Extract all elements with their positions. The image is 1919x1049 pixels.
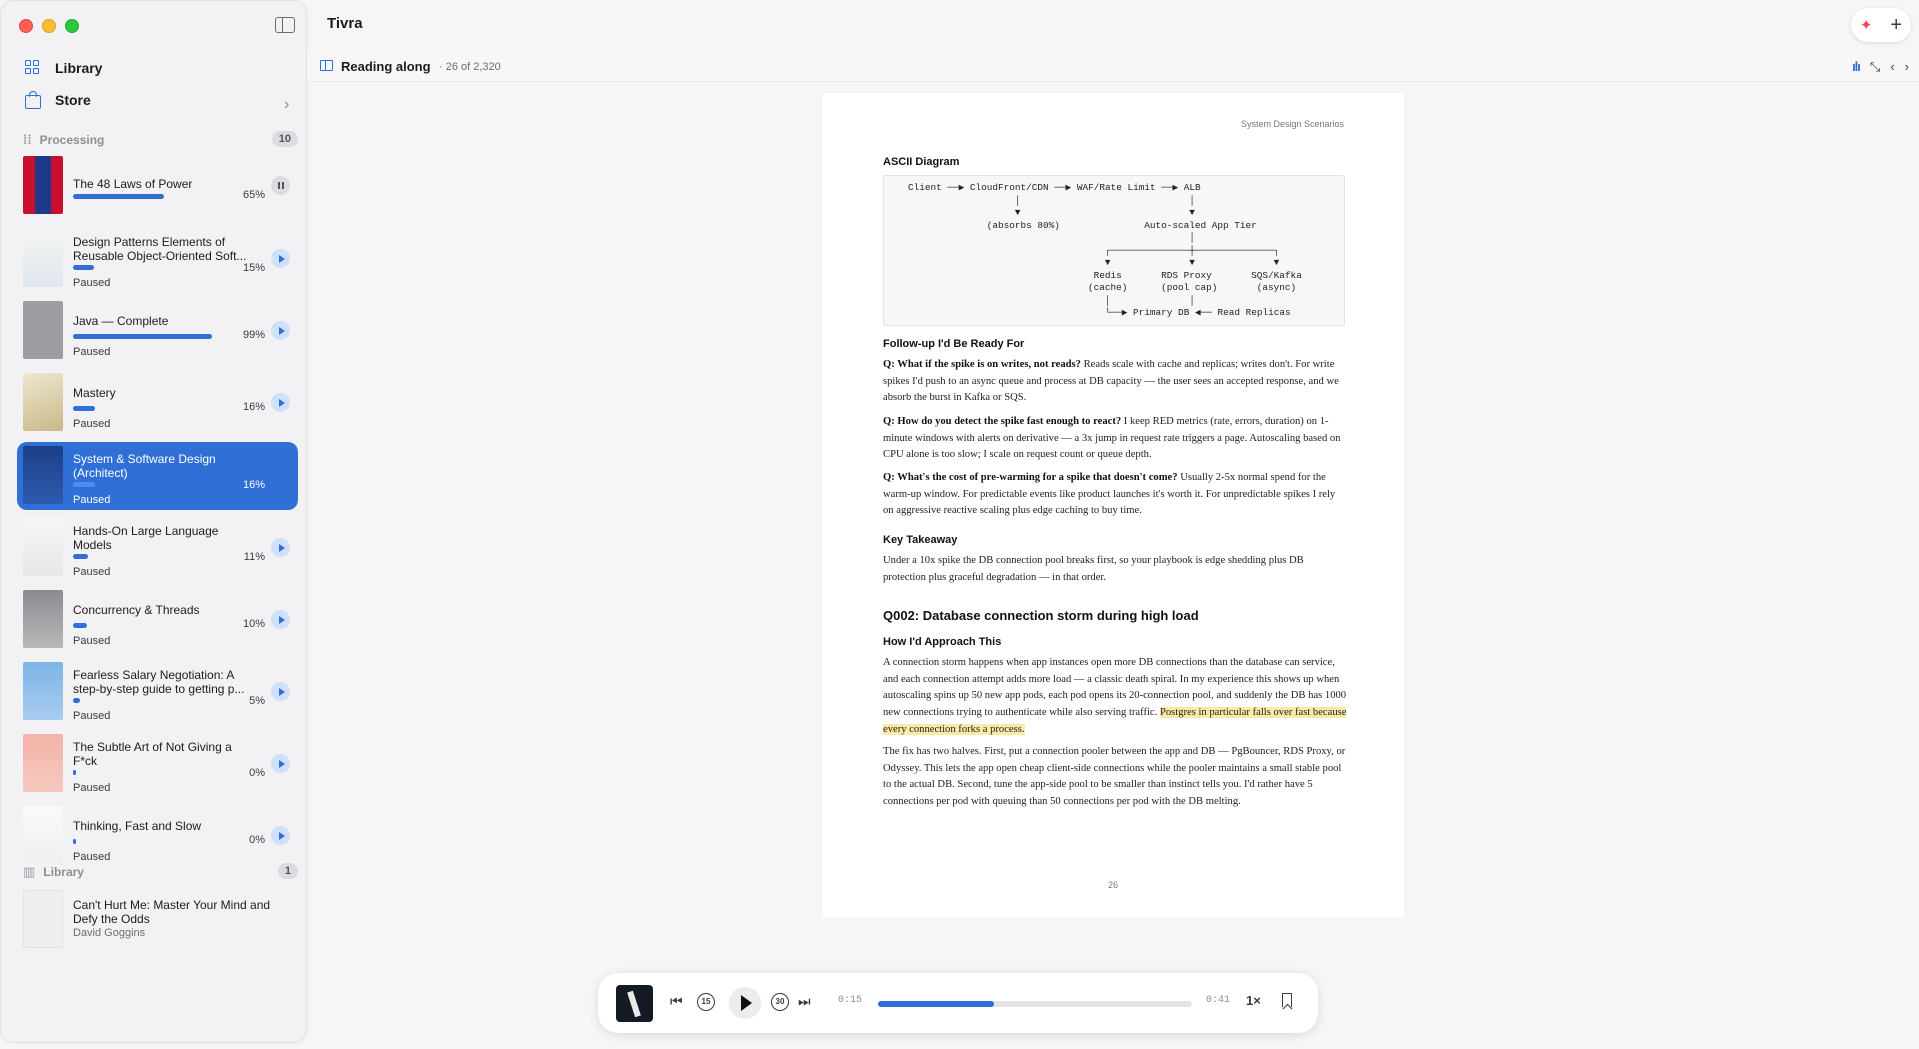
header-actions bbox=[1851, 8, 1911, 42]
book-progress-bar bbox=[73, 265, 213, 270]
add-icon[interactable]: + bbox=[1890, 14, 1903, 36]
sparkle-icon[interactable]: ✦ bbox=[1859, 17, 1873, 34]
book-cover bbox=[23, 518, 63, 576]
skip-back-icon[interactable]: 15 bbox=[697, 993, 715, 1011]
book-title: Design Patterns Elements of Reusable Object-Oriented Soft... bbox=[73, 235, 247, 263]
book-percent: 5% bbox=[249, 695, 265, 707]
chevron-right-icon[interactable]: › bbox=[1904, 59, 1909, 74]
waveform-icon: ⁞⁞ bbox=[23, 132, 32, 147]
book-progress-fill bbox=[73, 554, 88, 559]
book-open-icon bbox=[320, 60, 333, 71]
library-item-author: David Goggins bbox=[73, 927, 146, 939]
bookmark-icon[interactable] bbox=[1282, 993, 1292, 1007]
app-title: Tivra bbox=[327, 15, 363, 32]
nav-store-label: Store bbox=[55, 92, 91, 108]
processing-item[interactable] bbox=[17, 802, 298, 870]
book-title: The 48 Laws of Power bbox=[73, 177, 193, 191]
ascii-diagram: Client ──▶ CloudFront/CDN ──▶ WAF/Rate Limit ──▶ ALB │ │ ▼ ▼ (absorbs 80%) Auto-scaled App Tier │ ┌──────────────┼──────────────┐ ▼ ▼ ▼ Redis RDS Proxy SQS/Kafka (cache) (pool cap) (async) │ │ └──▶ Primary DB ◀── Read Replicas bbox=[908, 182, 1302, 318]
chevron-right-icon[interactable]: › bbox=[284, 96, 290, 113]
audio-player bbox=[598, 973, 1318, 1033]
book-cover bbox=[23, 734, 63, 792]
book-progress-bar bbox=[73, 334, 213, 339]
play-icon[interactable] bbox=[271, 249, 290, 268]
close-window-button[interactable] bbox=[19, 19, 33, 33]
followup-answer: Reads scale with cache and replicas; writes don't. For write spikes I'd push to an async queue and process at DB capacity — the user sees an accepted response, and we absorb the burst in Kafka or SQS. bbox=[883, 359, 1339, 404]
book-progress-bar bbox=[73, 770, 213, 775]
shopping-bag-icon bbox=[25, 95, 41, 109]
book-status: Paused bbox=[73, 782, 111, 794]
book-cover bbox=[23, 229, 63, 287]
book-title: Fearless Salary Negotiation: A step-by-step guide to getting p... bbox=[73, 668, 245, 696]
book-title: Mastery bbox=[73, 386, 116, 400]
book-progress-fill bbox=[73, 265, 94, 270]
book-progress-fill bbox=[73, 698, 80, 703]
pause-icon[interactable] bbox=[271, 176, 290, 195]
book-title: System & Software Design (Architect) bbox=[73, 452, 216, 480]
play-icon[interactable] bbox=[271, 538, 290, 557]
book-title: The Subtle Art of Not Giving a F*ck bbox=[73, 740, 232, 768]
book-status: Paused bbox=[73, 494, 111, 506]
reader-toolbar bbox=[1852, 59, 1909, 75]
skip-forward-icon[interactable]: 30 bbox=[771, 993, 789, 1011]
approach-text: A connection storm happens when app instances open more DB connections than the database can service, and each connection attempt adds more load — a classic death spiral. In my experience this shows up when autoscaling spins up 50 new app pods, each pod opens its 20-connection pool, and suddenly the DB has 1000 new connections trying to authenticate while also serving traffic. bbox=[883, 657, 1347, 719]
book-status: Paused bbox=[73, 566, 111, 578]
library-item[interactable] bbox=[17, 886, 298, 946]
book-title: Thinking, Fast and Slow bbox=[73, 819, 202, 833]
ascii-diagram-box bbox=[883, 175, 1345, 326]
book-cover bbox=[23, 301, 63, 359]
book-progress-fill bbox=[73, 623, 87, 628]
book-status: Paused bbox=[73, 851, 111, 863]
book-cover bbox=[23, 662, 63, 720]
document-page bbox=[822, 93, 1404, 918]
book-status: Paused bbox=[73, 710, 111, 722]
book-percent: 10% bbox=[242, 618, 265, 630]
book-progress-fill bbox=[73, 406, 95, 411]
page-number: 26 bbox=[1107, 880, 1118, 890]
play-icon[interactable] bbox=[271, 754, 290, 773]
book-status: Paused bbox=[73, 277, 111, 289]
running-head: System Design Scenarios bbox=[1240, 119, 1344, 129]
processing-item[interactable] bbox=[17, 297, 298, 365]
processing-item[interactable] bbox=[17, 442, 298, 510]
book-cover bbox=[23, 890, 63, 948]
book-status: Paused bbox=[73, 635, 111, 647]
book-progress-bar bbox=[73, 554, 213, 559]
play-icon[interactable] bbox=[271, 682, 290, 701]
play-icon[interactable] bbox=[271, 321, 290, 340]
takeaway-heading: Key Takeaway bbox=[883, 534, 958, 546]
library-count-badge: 1 bbox=[278, 863, 298, 879]
q002-heading: Q002: Database connection storm during high load bbox=[883, 608, 1199, 623]
book-progress-fill bbox=[73, 194, 164, 199]
followup-paragraph bbox=[883, 414, 1347, 464]
processing-item[interactable] bbox=[17, 586, 298, 654]
book-cover bbox=[23, 373, 63, 431]
play-icon[interactable] bbox=[271, 826, 290, 845]
processing-item[interactable] bbox=[17, 658, 298, 726]
remaining-time: 0:41 bbox=[1206, 995, 1231, 1006]
book-progress-fill bbox=[73, 334, 212, 339]
library-grid-icon bbox=[25, 60, 41, 76]
highlighted-sentence[interactable]: Postgres in particular falls over fast because every connection forks a process. bbox=[883, 707, 1347, 735]
library-section-header bbox=[23, 864, 84, 880]
processing-item[interactable] bbox=[17, 369, 298, 437]
book-progress-bar bbox=[73, 623, 213, 628]
play-icon[interactable] bbox=[271, 610, 290, 629]
library-section-label: Library bbox=[43, 865, 84, 879]
play-button[interactable] bbox=[729, 987, 761, 1019]
scrub-bar[interactable] bbox=[878, 1001, 1192, 1007]
followup-answer: Usually 2-5x normal spend for the warm-up window. For predictable events like product launches it's worth it. For unpredictable spikes I rely on aggressive reactive scaling plus edge caching to buy time. bbox=[883, 472, 1336, 517]
book-percent: 11% bbox=[243, 551, 265, 563]
sidebar-toggle-icon[interactable] bbox=[275, 17, 295, 33]
book-cover bbox=[23, 446, 63, 504]
processing-item[interactable] bbox=[17, 514, 298, 582]
book-percent: 0% bbox=[249, 834, 265, 846]
book-percent: 99% bbox=[242, 329, 265, 341]
sidebar bbox=[0, 0, 307, 1043]
followup-question: Q: What's the cost of pre-warming for a spike that doesn't come? bbox=[883, 472, 1178, 483]
processing-item[interactable] bbox=[17, 152, 298, 220]
book-percent: 65% bbox=[242, 189, 265, 201]
previous-track-icon[interactable]: ⏮ bbox=[670, 993, 683, 1009]
takeaway-paragraph: Under a 10x spike the DB connection pool breaks first, so your playbook is edge shedding plus DB protection plus graceful degradation — in that order. bbox=[883, 555, 1304, 583]
book-cover bbox=[23, 806, 63, 864]
followup-question: Q: What if the spike is on writes, not reads? bbox=[883, 359, 1081, 370]
book-progress-fill bbox=[73, 482, 95, 487]
book-title: Java — Complete bbox=[73, 314, 169, 328]
followup-heading: Follow-up I'd Be Ready For bbox=[883, 338, 1025, 350]
approach-heading: How I'd Approach This bbox=[883, 636, 1002, 648]
processing-section-header bbox=[23, 132, 104, 147]
followup-paragraph bbox=[883, 357, 1347, 407]
library-shelf-icon: ▥ bbox=[23, 864, 36, 879]
chevron-left-icon[interactable]: ‹ bbox=[1890, 59, 1895, 74]
book-progress-bar bbox=[73, 194, 213, 199]
elapsed-time: 0:15 bbox=[838, 995, 863, 1006]
followup-answer: I keep RED metrics (rate, errors, duration) on 1-minute windows with alerts on derivative — a 3x jump in request rate triggers a page. Autoscaling based on CPU alone is too slow; I scale on request count or queue depth. bbox=[883, 416, 1341, 461]
book-percent: 15% bbox=[242, 262, 265, 274]
book-progress-fill bbox=[73, 770, 76, 775]
zoom-window-button[interactable] bbox=[65, 19, 79, 33]
book-cover bbox=[23, 590, 63, 648]
book-status: Paused bbox=[73, 346, 111, 358]
play-icon[interactable] bbox=[271, 393, 290, 412]
book-status: Paused bbox=[73, 418, 111, 430]
next-track-icon[interactable]: ⏭ bbox=[798, 993, 811, 1009]
reading-mode-label: Reading along bbox=[341, 59, 431, 74]
book-percent: 0% bbox=[249, 767, 265, 779]
playback-speed-button[interactable]: 1× bbox=[1246, 993, 1261, 1008]
book-cover bbox=[23, 156, 63, 214]
library-item-title: Can't Hurt Me: Master Your Mind and Defy the Odds bbox=[73, 898, 271, 926]
minimize-window-button[interactable] bbox=[42, 19, 56, 33]
approach-paragraph-2: The fix has two halves. First, put a connection pooler between the app and DB — PgBouncer, RDS Proxy, or Odyssey. This lets the app open cheap client-side connections while the pooler maintains a small stable pool to the actual DB. Second, tune the app-side pool to be smaller than instinct tells you. I'd rather have 5 connections per pod with queuing than 50 connections per pod with the DB melting. bbox=[883, 746, 1346, 808]
book-title: Hands-On Large Language Models bbox=[73, 524, 219, 552]
processing-count-badge: 10 bbox=[272, 131, 298, 147]
nav-library[interactable] bbox=[25, 57, 102, 79]
nav-library-label: Library bbox=[55, 60, 103, 76]
ascii-heading: ASCII Diagram bbox=[883, 156, 960, 168]
page-count: · 26 of 2,320 bbox=[439, 61, 501, 73]
followup-paragraph bbox=[883, 470, 1347, 520]
audio-wave-icon[interactable]: ılı bbox=[1852, 59, 1860, 74]
collapse-icon[interactable]: ⤡ bbox=[1869, 59, 1881, 74]
book-progress-bar bbox=[73, 482, 213, 487]
book-progress-bar bbox=[73, 406, 213, 411]
reader-subheader bbox=[307, 52, 1919, 82]
processing-label: Processing bbox=[39, 132, 105, 147]
book-progress-bar bbox=[73, 839, 213, 844]
approach-paragraph bbox=[883, 655, 1347, 739]
processing-item[interactable] bbox=[17, 730, 298, 798]
now-playing-cover bbox=[616, 985, 653, 1022]
scrub-fill bbox=[878, 1001, 994, 1007]
book-percent: 16% bbox=[242, 479, 265, 491]
followup-question: Q: How do you detect the spike fast enough to react? bbox=[883, 416, 1122, 427]
book-progress-fill bbox=[73, 839, 76, 844]
book-title: Concurrency & Threads bbox=[73, 603, 200, 617]
book-progress-bar bbox=[73, 698, 213, 703]
nav-store[interactable] bbox=[25, 89, 91, 111]
processing-item[interactable] bbox=[17, 225, 298, 293]
book-percent: 16% bbox=[242, 401, 265, 413]
